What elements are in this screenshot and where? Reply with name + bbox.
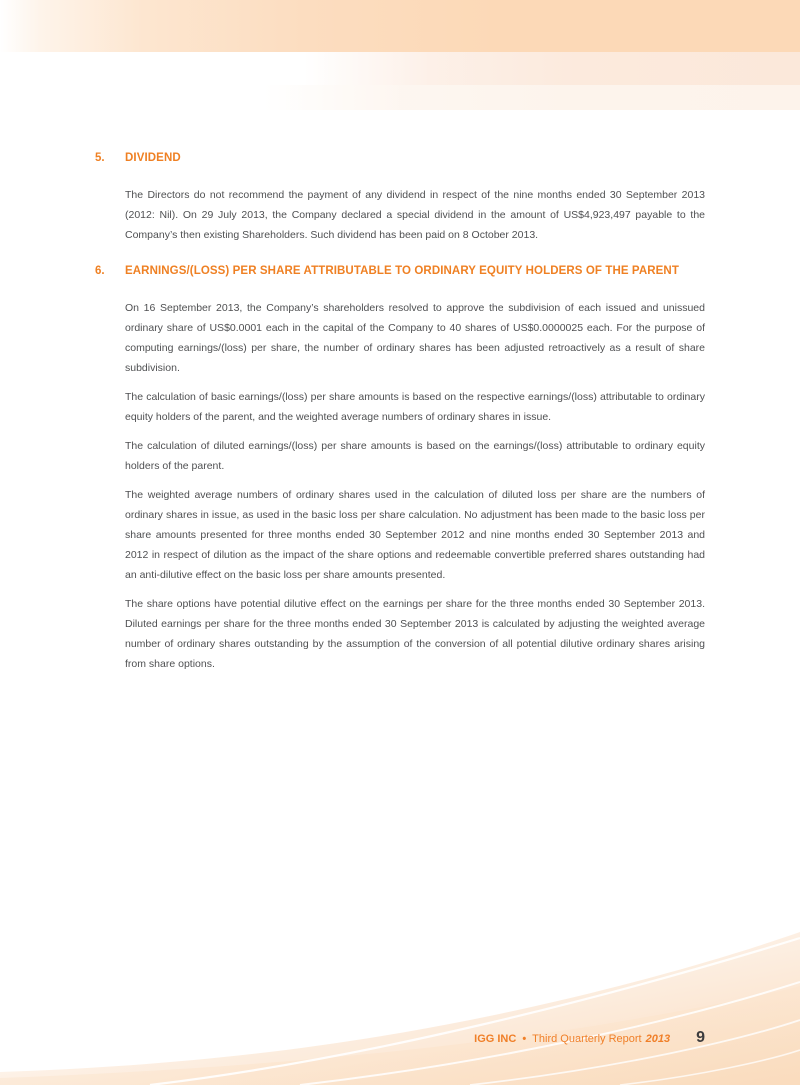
paragraph: The share options have potential dilutive effect on the earnings per share for the three months ended 30 September 2013. Diluted earnings per share for the three months ended 30 September 2013 is calculated by adjusting the weighted average number of ordinary shares outstanding by the assumption of the conversion of all potential dilutive ordinary shares arising from share options. bbox=[125, 598, 705, 670]
footer-report-line bbox=[474, 1033, 670, 1045]
header-band-secondary bbox=[0, 52, 800, 85]
section-title: EARNINGS/(LOSS) PER SHARE ATTRIBUTABLE TO ORDINARY EQUITY HOLDERS OF THE PARENT bbox=[125, 265, 679, 277]
page-footer bbox=[0, 1029, 705, 1047]
footer-report-title: Third Quarterly Report bbox=[532, 1033, 642, 1045]
paragraph: The weighted average numbers of ordinary shares used in the calculation of diluted loss per share are the numbers of ordinary shares in issue, as used in the basic loss per share calculation. No adjustment has been made to the basic loss per share amounts presented for three months ended 30 September 2012 and nine months ended 30 September 2013 and 2012 in respect of dilution as the impact of the share options and redeemable convertible preferred shares outstanding had an anti-dilutive effect on the basic loss per share amounts presented. bbox=[125, 489, 705, 581]
paragraph: The Directors do not recommend the payment of any dividend in respect of the nine months ended 30 September 2013 (2012: Nil). On 29 July 2013, the Company declared a special dividend in the amount of US$4,923,497 payable to the Company’s then existing Shareholders. Such dividend has been paid on 8 October 2013. bbox=[125, 189, 705, 241]
section-body bbox=[125, 185, 705, 245]
section-earnings-per-share bbox=[95, 265, 705, 674]
footer-company-name: IGG INC bbox=[474, 1033, 517, 1045]
section-dividend bbox=[95, 152, 705, 245]
section-heading bbox=[95, 152, 705, 164]
footer-bullet-separator: • bbox=[522, 1033, 527, 1045]
footer-decoration bbox=[0, 920, 800, 1085]
paragraph: On 16 September 2013, the Company’s shareholders resolved to approve the subdivision of each issued and unissued ordinary share of US$0.0001 each in the capital of the Company to 40 shares of US$0.0000025 each. For the purpose of computing earnings/(loss) per share, the number of ordinary shares has been adjusted retroactively as a result of share subdivision. bbox=[125, 302, 705, 374]
footer-report-year: 2013 bbox=[645, 1033, 671, 1045]
paragraph: The calculation of basic earnings/(loss) per share amounts is based on the respective earnings/(loss) attributable to ordinary equity holders of the parent, and the weighted average numbers of ordinary shares in issue. bbox=[125, 391, 705, 423]
section-heading bbox=[95, 265, 705, 277]
document-content bbox=[95, 152, 705, 694]
page-number: 9 bbox=[696, 1029, 705, 1046]
section-number: 6. bbox=[95, 265, 105, 277]
section-body bbox=[125, 298, 705, 674]
header-decoration bbox=[0, 0, 800, 120]
header-band-primary bbox=[0, 0, 800, 52]
header-band-tertiary bbox=[0, 85, 800, 110]
section-number: 5. bbox=[95, 152, 105, 164]
section-title: DIVIDEND bbox=[125, 152, 181, 164]
paragraph: The calculation of diluted earnings/(loss) per share amounts is based on the earnings/(loss) attributable to ordinary equity holders of the parent. bbox=[125, 440, 705, 472]
